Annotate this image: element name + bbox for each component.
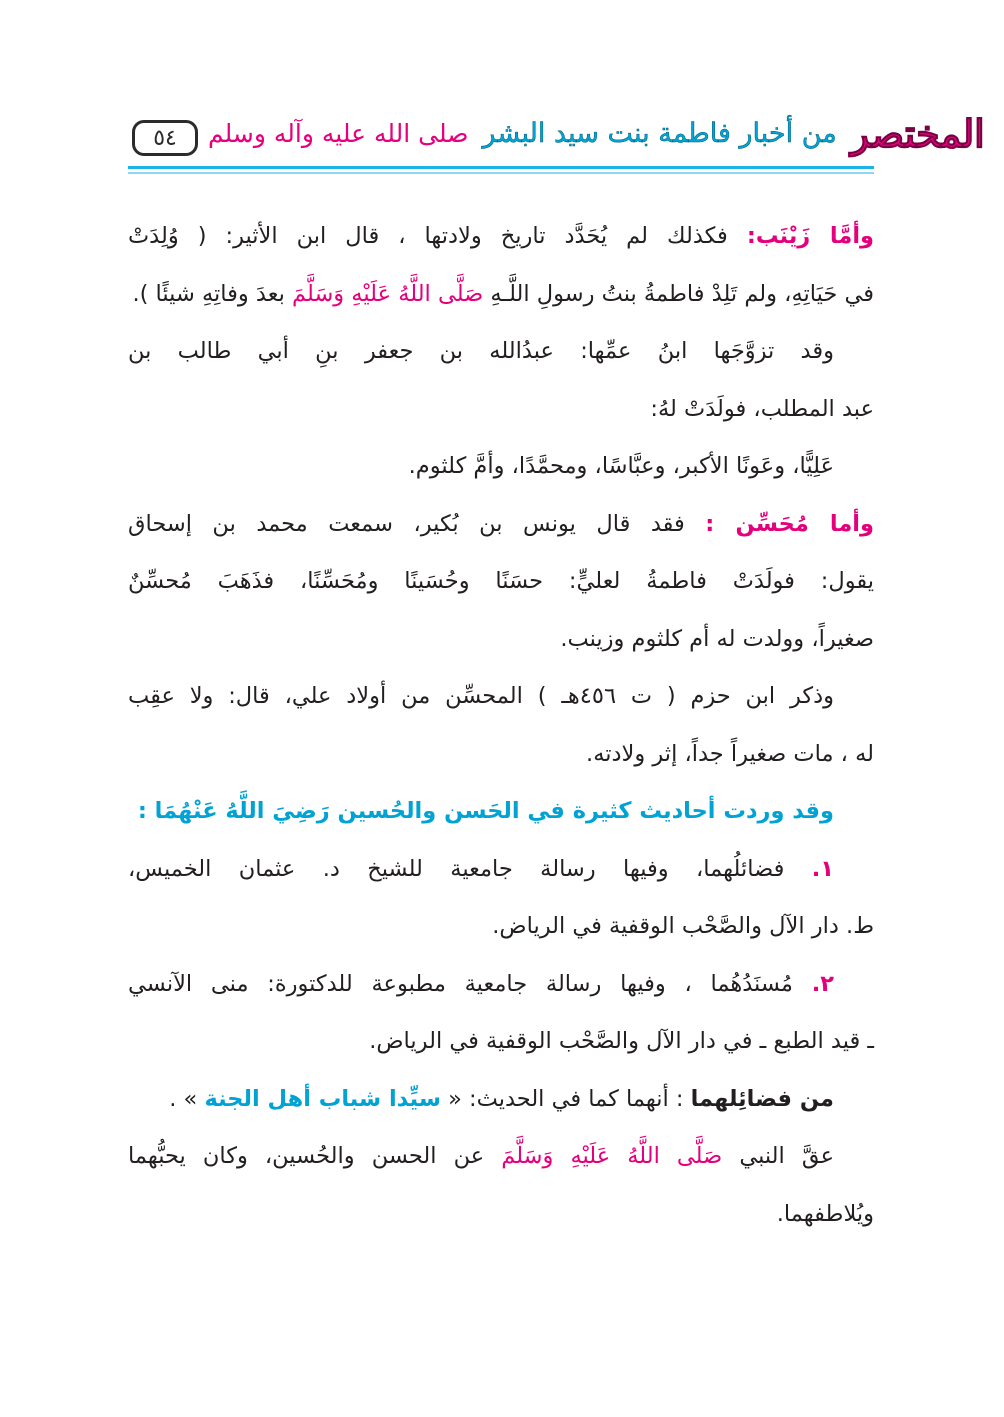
- paragraph-line: له ، مات صغيراً جداً، إثر ولادته.: [586, 740, 874, 767]
- paragraph-line: يقول: فولَدَتْ فاطمةُ لعليٍّ: حسَنًا وحُسَينًا ومُحَسِّنًا، فذَهَبَ مُحسِّنٌ: [128, 568, 874, 594]
- paragraph-line: عَلِيًّا، وعَونًا الأكبر، وعبَّاسًا، ومحمَّدًا، وأمَّ كلثوم.: [408, 453, 834, 479]
- text-span: فقد قال يونس بن بُكير، سمعت محمد بن إسحاق: [128, 510, 685, 537]
- list-item: [128, 841, 874, 899]
- text-span: عقَّ النبي: [739, 1143, 835, 1169]
- section-label-zaynab: وأمَّا زَيْنَب:: [746, 223, 875, 249]
- book-title-main: المختصر: [850, 110, 985, 156]
- list-item-continued: ـ قيد الطبع ـ في دار الآل والصَّحْب الوقفية في الرياض.: [369, 1028, 874, 1054]
- paragraph-line: [128, 1071, 874, 1129]
- hadith-quote: سيِّدا شباب أهل الجنة: [204, 1085, 441, 1112]
- text-span: » .: [169, 1085, 198, 1112]
- list-number: ٢.: [811, 970, 835, 997]
- text-span: بعدَ وفاتِهِ شيئًا ).: [132, 280, 285, 307]
- paragraph-line: [128, 208, 874, 266]
- paragraph-line: صغيراً، وولدت له أم كلثوم وزينب.: [560, 625, 874, 652]
- section-label-muhassin: وأما مُحَسِّن :: [705, 510, 874, 537]
- page-header: [128, 98, 985, 176]
- text-span: مُسنَدُهُما ، وفيها رسالة جامعية مطبوعة للدكتورة: منى الآنسي: [128, 970, 793, 997]
- text-span: وقد وردت أحاديث كثيرة في الحَسن والحُسين: [337, 798, 834, 824]
- paragraph-line: وقد تزوَّجَها ابنُ عمِّها: عبدُالله بن جعفر بنِ أبي طالب بن: [128, 338, 834, 364]
- salawat-glyph: صَلَّى اللَّهُ عَلَيْهِ وَسَلَّمَ: [501, 1143, 723, 1169]
- text-span: في حَيَاتِهِ، ولم تَلِدْ فاطمةُ بنتُ رسولِ اللَّـهِ: [490, 280, 874, 307]
- paragraph-line: ويُلاطفهما.: [776, 1200, 874, 1227]
- paragraph-line: [128, 496, 874, 554]
- text-span: فضائلُهما، وفيها رسالة جامعية للشيخ د. عثمان الخميس،: [128, 855, 785, 882]
- section-heading-hadith: [128, 783, 874, 841]
- text-span: : أنهما كما في الحديث: «: [448, 1085, 684, 1112]
- page-number: ٥٤: [132, 120, 198, 156]
- paragraph-line: [128, 266, 874, 324]
- text-span: فكذلك لم يُحَدَّد تاريخ ولادتها ، قال ابن الأثير: ( وُلِدَتْ: [128, 223, 728, 249]
- text-span: عن الحسن والحُسين، وكان يحبُّهما: [128, 1143, 485, 1169]
- list-item-continued: ط. دار الآل والصَّحْب الوقفية في الرياض.: [492, 913, 874, 939]
- salawat-glyph: صَلَّى اللَّهُ عَلَيْهِ وَسَلَّمَ: [292, 280, 484, 307]
- book-title-subtitle: من أخبار فاطمة بنت سيد البشر: [482, 117, 837, 149]
- page-body: [128, 208, 874, 1243]
- list-item: [128, 956, 874, 1014]
- section-label-virtues: من فضائِلهما: [690, 1085, 834, 1112]
- header-rule: [128, 166, 874, 169]
- paragraph-line: وذكر ابن حزم ( ت ٤٥٦هـ ) المحسِّن من أولاد علي، قال: ولا عقِب: [128, 683, 834, 709]
- book-title: [208, 104, 985, 162]
- header-rule-thin: [128, 172, 874, 174]
- text-span: رَضِيَ اللَّهُ عَنْهُمَا :: [137, 798, 330, 824]
- list-number: ١.: [811, 855, 834, 882]
- book-title-salutation: صلى الله عليه وآله وسلم: [208, 118, 469, 148]
- paragraph-line: [128, 1128, 874, 1186]
- paragraph-line: عبد المطلب، فولَدَتْ لهُ:: [650, 395, 874, 422]
